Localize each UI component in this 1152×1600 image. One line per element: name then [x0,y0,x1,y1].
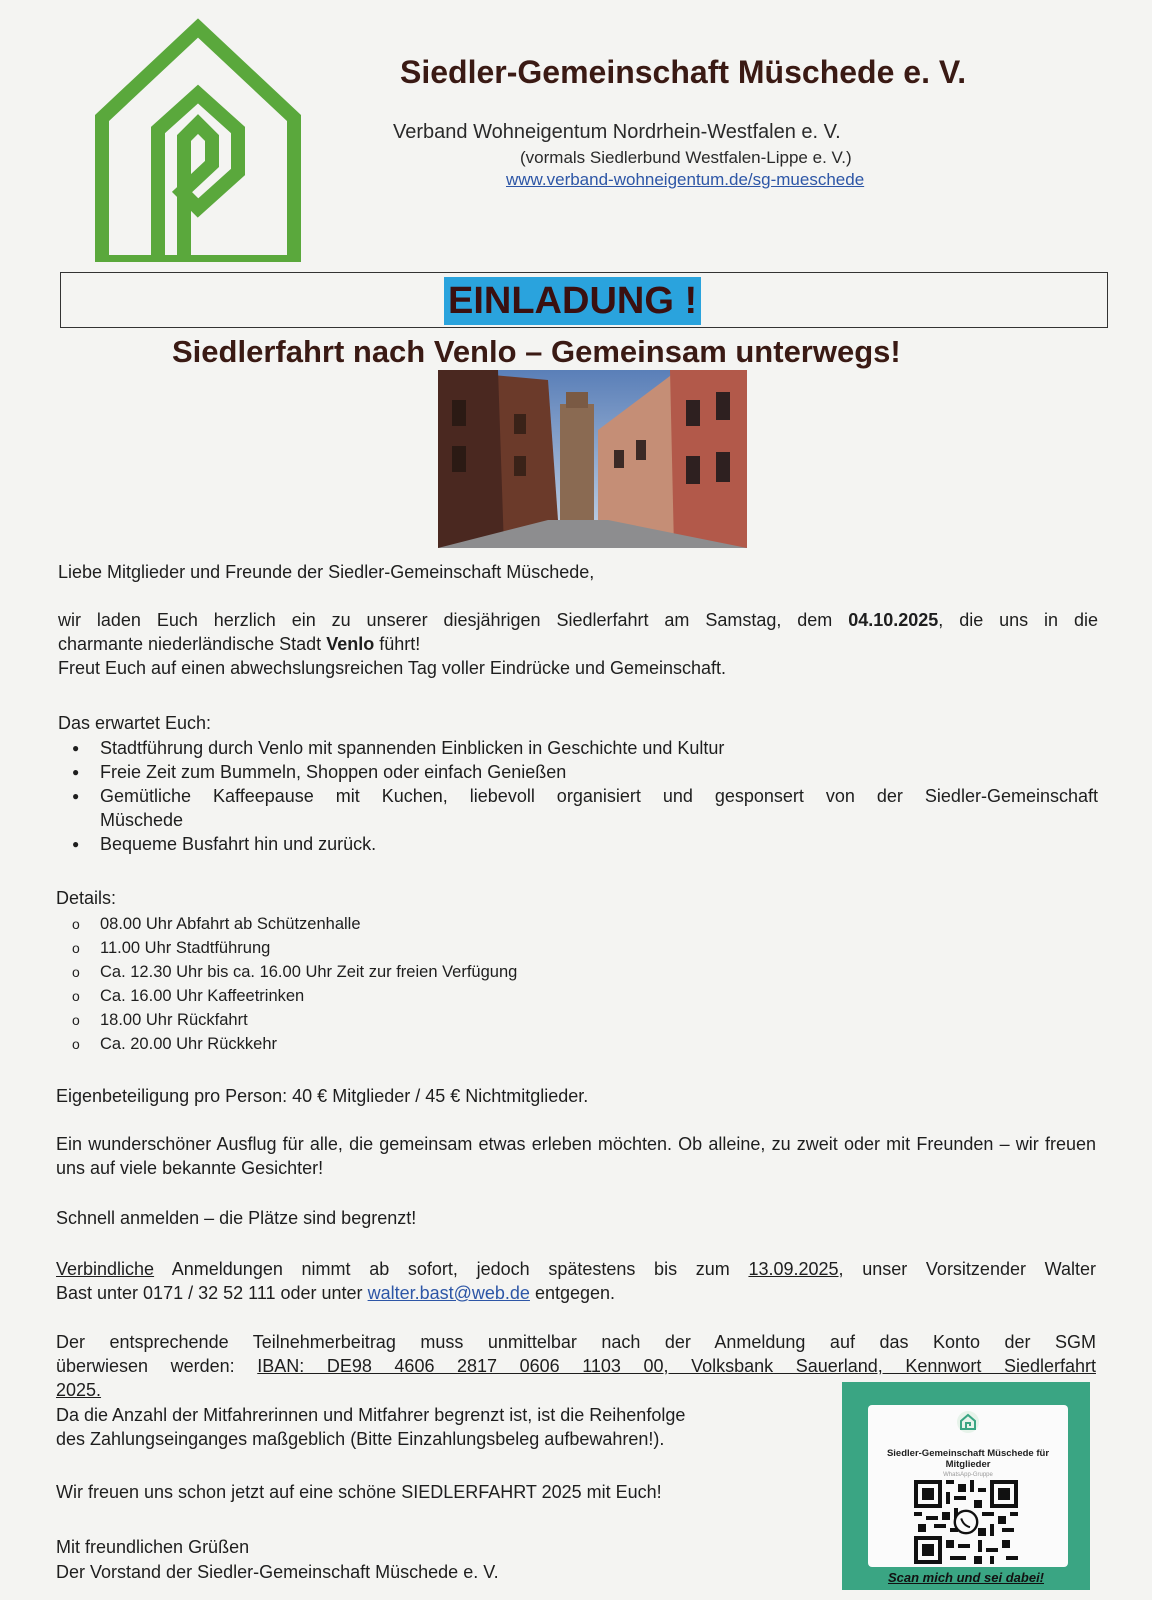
list-item: o Ca. 20.00 Uhr Rückkehr [58,1032,517,1056]
qr-subtitle: WhatsApp-Gruppe [943,1472,993,1478]
qr-caption: Scan mich und sei dabei! [887,1570,1045,1585]
intro-text-a: wir laden Euch herzlich ein zu unserer diesjährigen Siedlerfahrt am Samstag, dem [58,610,833,630]
intro-line-2 [58,632,1098,656]
trip-date: 04.10.2025 [848,610,939,630]
intro-text-b: , die uns in die [938,610,1098,630]
list-item: o Ca. 12.30 Uhr bis ca. 16.00 Uhr Zeit zur freien Verfügung [58,960,517,984]
website-link[interactable]: www.verband-wohneigentum.de/sg-mueschede [506,170,865,189]
qr-code-icon[interactable] [914,1480,1018,1564]
payment-line-2 [56,1354,1096,1378]
intro-line-3: Freut Euch auf einen abwechslungsreichen Tag voller Eindrücke und Gemeinschaft. [58,658,727,678]
details-heading: Details: [56,888,117,908]
payment-text-b: überwiesen werden: [56,1356,235,1376]
house-logo-icon [88,12,308,262]
org-name: Siedler-Gemeinschaft Müschede e. V. [400,54,967,90]
intro-line-1 [58,608,1098,632]
expect-item-3-line-1: ● Gemütliche Kaffeepause mit Kuchen, liebevoll organisiert und gesponsert von der Siedler-Gemeinschaft [100,786,1098,806]
payment-year: 2025. [56,1380,102,1400]
page-title: EINLADUNG ! [444,277,701,325]
list-item: ● Bequeme Busfahrt hin und zurück. [58,832,1098,856]
expect-list [58,736,1098,856]
regards: Mit freundlichen Grüßen [56,1537,250,1557]
details-list [58,912,517,1056]
intro-text-c: charmante niederländische Stadt [58,634,322,654]
registration-deadline: 13.09.2025 [748,1259,839,1279]
registration-text-c: Bast unter 0171 / 32 52 111 oder unter [56,1283,363,1303]
iban-details: IBAN: DE98 4606 2817 0606 1103 00, Volksbank Sauerland, Kennwort Siedlerfahrt [257,1356,1096,1376]
list-item: o 18.00 Uhr Rückfahrt [58,1008,517,1032]
registration-paragraph [56,1257,1096,1305]
expect-item-3-line-2: Müschede [100,810,184,830]
registration-text-d: entgegen. [534,1283,616,1303]
trip-city: Venlo [326,634,375,654]
list-item: o 11.00 Uhr Stadtführung [58,936,517,960]
page-subtitle: Siedlerfahrt nach Venlo – Gemeinsam unterwegs! [172,334,901,369]
registration-text-a: Anmeldungen nimmt ab sofort, jedoch spätestens bis zum [171,1259,730,1279]
list-item: o 08.00 Uhr Abfahrt ab Schützenhalle [58,912,517,936]
email-link[interactable]: walter.bast@web.de [367,1283,530,1303]
binding-word: Verbindliche [56,1259,155,1279]
former-name: (vormals Siedlerbund Westfalen-Lippe e. V.) [520,148,852,167]
hurry-line: Schnell anmelden – die Plätze sind begrenzt! [56,1208,417,1228]
price-line: Eigenbeteiligung pro Person: 40 € Mitglieder / 45 € Nichtmitglieder. [56,1086,589,1106]
order-paragraph [56,1403,685,1451]
expect-heading: Das erwartet Euch: [58,713,212,733]
order-line-2: des Zahlungseinganges maßgeblich (Bitte Einzahlungsbeleg aufbewahren!). [56,1429,665,1449]
signature: Der Vorstand der Siedler-Gemeinschaft Müschede e. V. [56,1562,499,1582]
list-item: ● Stadtführung durch Venlo mit spannenden Einblicken in Geschichte und Kultur [58,736,1098,760]
registration-line-1 [56,1257,1096,1281]
registration-text-b: , unser Vorsitzender Walter [838,1259,1096,1279]
order-line-1: Da die Anzahl der Mitfahrerinnen und Mitfahrer begrenzt ist, ist die Reihenfolge [56,1405,686,1425]
venlo-street-photo [438,370,747,548]
intro-text-d: führt! [379,634,421,654]
qr-title: Siedler-Gemeinschaft Müschede für Mitglieder [886,1448,1050,1470]
closing-line: Wir freuen uns schon jetzt auf eine schöne SIEDLERFAHRT 2025 mit Euch! [56,1482,662,1502]
greeting: Liebe Mitglieder und Freunde der Siedler-Gemeinschaft Müschede, [58,562,595,582]
outing-paragraph: Ein wunderschöner Ausflug für alle, die gemeinsam etwas erleben möchten. Ob alleine, zu zweit oder mit Freunden – wir freuen uns auf viele bekannte Gesichter! [56,1134,1096,1178]
small-house-logo-icon [956,1410,980,1434]
registration-line-2 [56,1281,1096,1305]
association-name: Verband Wohneigentum Nordrhein-Westfalen e. V. [393,121,841,143]
payment-line-1: Der entsprechende Teilnehmerbeitrag muss unmittelbar nach der Anmeldung auf das Konto der SGM [56,1332,1096,1352]
list-item: o Ca. 16.00 Uhr Kaffeetrinken [58,984,517,1008]
list-item [58,784,1098,832]
list-item: ● Freie Zeit zum Bummeln, Shoppen oder einfach Genießen [58,760,1098,784]
intro-paragraph [58,608,1098,680]
